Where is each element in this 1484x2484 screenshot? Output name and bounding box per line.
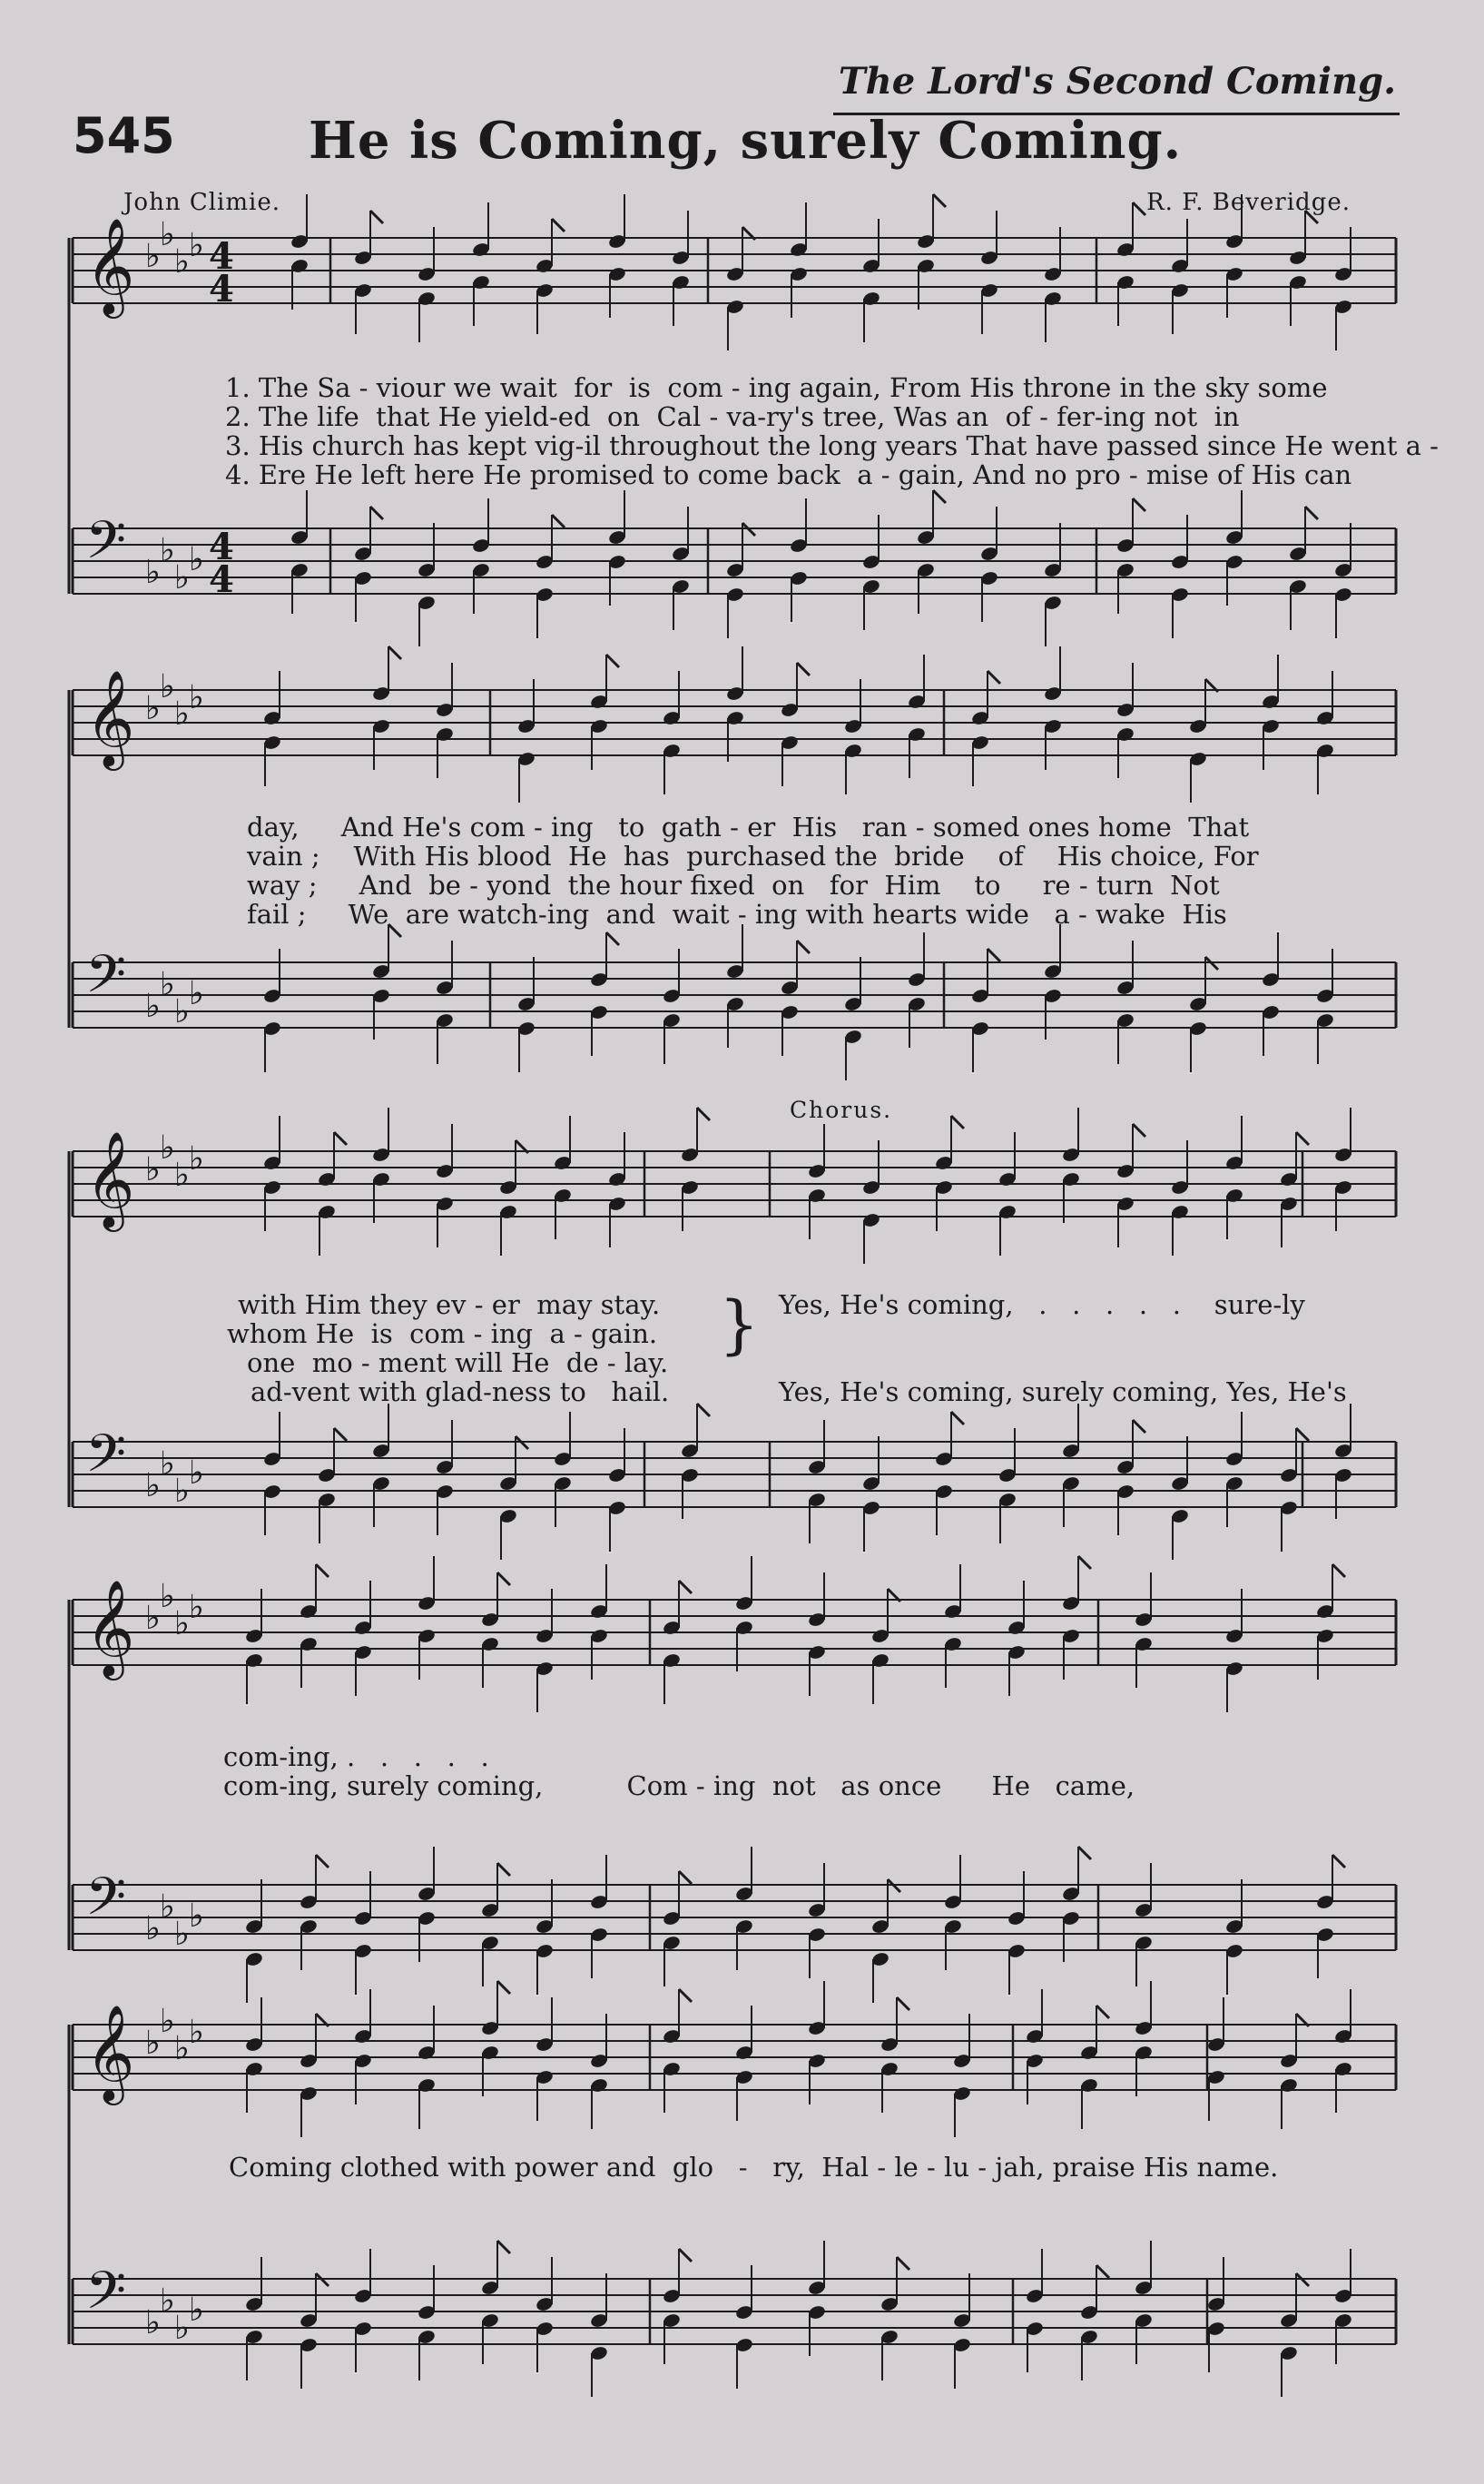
- verse-line-3: 3. His church has kept vig-il throughout the long years That have passed since He went a -: [225, 430, 1439, 461]
- bass-clef: 𝄢: [85, 943, 127, 1018]
- note-flag: [497, 1981, 510, 1994]
- flat-sign: ♭: [160, 1888, 175, 1926]
- flat-sign: ♭: [174, 2310, 190, 2347]
- chorus-line-a: Yes, He's coming, . . . . . sure-ly: [779, 1289, 1305, 1320]
- flat-sign: ♭: [174, 1916, 190, 1953]
- time-signature: 4: [209, 558, 234, 601]
- note-flag: [316, 1564, 329, 1577]
- flat-sign: ♭: [174, 559, 190, 596]
- note-flag: [606, 655, 619, 667]
- note-flag: [552, 515, 565, 527]
- note-flag: [897, 1997, 909, 2010]
- flat-sign: ♭: [160, 216, 175, 253]
- note-flag: [370, 211, 383, 223]
- note-flag: [1133, 1124, 1145, 1137]
- flat-sign: ♭: [145, 690, 161, 727]
- flat-sign: ♭: [174, 2030, 190, 2067]
- note-flag: [1096, 2265, 1109, 2278]
- note-flag: [697, 1404, 710, 1416]
- flat-sign: ♭: [145, 1910, 161, 1947]
- verse-ending-4: ad-vent with glad-ness to hail.: [251, 1376, 670, 1407]
- treble-clef: 𝄞: [85, 2004, 135, 2101]
- chorus-line-e: Coming clothed with power and glo - ry, Hal - le - lu - jah, praise His name.: [229, 2152, 1279, 2183]
- flat-sign: ♭: [145, 1467, 161, 1504]
- note-flag: [1133, 498, 1145, 511]
- note-flag: [933, 194, 946, 207]
- flat-sign: ♭: [145, 988, 161, 1025]
- flat-sign: ♭: [189, 1140, 204, 1178]
- bass-clef: 𝄢: [85, 2260, 127, 2334]
- flat-sign: ♭: [174, 993, 190, 1030]
- verse-line-2: 2. The life that He yield-ed on Cal - va-ry's tree, Was an of - fer-ing not in: [225, 401, 1240, 432]
- note-flag: [797, 663, 810, 675]
- note-flag: [1332, 1564, 1345, 1577]
- flat-sign: ♭: [145, 238, 161, 275]
- note-flag: [988, 949, 1000, 961]
- note-flag: [552, 219, 565, 232]
- treble-clef: 𝄞: [85, 1130, 135, 1227]
- chorus-line-b: Yes, He's coming, surely coming, Yes, He's: [779, 1376, 1347, 1407]
- flat-sign: ♭: [145, 1600, 161, 1637]
- flat-sign: ♭: [160, 1129, 175, 1167]
- note-flag: [334, 1132, 347, 1145]
- verse-line-1: 1. The Sa - viour we wait for is com - ing again, From His throne in the sky some: [225, 372, 1328, 403]
- composer: R. F. Beveridge.: [1146, 189, 1351, 216]
- time-signature: 4: [209, 268, 234, 310]
- flat-sign: ♭: [189, 1589, 204, 1626]
- time-signature: 4: [209, 235, 234, 278]
- note-flag: [1305, 211, 1318, 223]
- note-flag: [897, 2257, 909, 2270]
- flat-sign: ♭: [189, 541, 204, 578]
- bass-clef: 𝄢: [85, 1423, 127, 1497]
- flat-sign: ♭: [189, 2014, 204, 2051]
- verse-ending-3: one mo - ment will He de - lay.: [247, 1347, 669, 1378]
- treble-clef: 𝄞: [85, 669, 135, 766]
- hymn-number: 545: [73, 107, 175, 164]
- chorus-label: Chorus.: [790, 1097, 893, 1123]
- note-flag: [951, 1116, 964, 1129]
- note-flag: [697, 1108, 710, 1120]
- time-signature: 4: [209, 526, 234, 568]
- treble-clef: 𝄞: [85, 1579, 135, 1676]
- note-flag: [679, 1581, 692, 1593]
- note-flag: [1133, 202, 1145, 215]
- flat-sign: ♭: [174, 1157, 190, 1194]
- flat-sign: ♭: [145, 554, 161, 591]
- flat-sign: ♭: [160, 2282, 175, 2320]
- note-flag: [497, 1863, 510, 1876]
- note-flag: [1133, 1420, 1145, 1433]
- note-flag: [1305, 507, 1318, 519]
- verse-line-3b: way ; And be - yond the hour fixed on for Him to re - turn Not: [247, 870, 1220, 901]
- note-flag: [1296, 1132, 1309, 1145]
- hymn-title: He is Coming, surely Coming.: [309, 111, 1183, 171]
- note-flag: [1332, 1855, 1345, 1868]
- note-flag: [334, 1428, 347, 1441]
- verse-line-2b: vain ; With His blood He has purchased the bride of His choice, For: [247, 841, 1259, 872]
- author: John Climie.: [123, 189, 280, 216]
- note-flag: [797, 941, 810, 953]
- flat-sign: ♭: [160, 2003, 175, 2040]
- note-flag: [1096, 2006, 1109, 2018]
- flat-sign: ♭: [145, 1151, 161, 1188]
- note-flag: [1296, 1428, 1309, 1441]
- chorus-line-c: com-ing, . . . . .: [223, 1741, 489, 1772]
- note-flag: [679, 2249, 692, 2262]
- flat-sign: ♭: [189, 975, 204, 1012]
- verse-ending-1: with Him they ev - er may stay.: [238, 1289, 661, 1320]
- note-flag: [497, 2241, 510, 2253]
- flat-sign: ♭: [160, 532, 175, 569]
- flat-sign: ♭: [160, 1578, 175, 1615]
- verse-line-4: 4. Ere He left here He promised to come back a - gain, And no pro - mise of His can: [225, 459, 1352, 490]
- section-heading: The Lord's Second Coming.: [838, 60, 1396, 103]
- note-flag: [497, 1572, 510, 1585]
- flat-sign: ♭: [189, 227, 204, 264]
- note-flag: [316, 1855, 329, 1868]
- flat-sign: ♭: [160, 1445, 175, 1483]
- flat-sign: ♭: [174, 695, 190, 733]
- note-flag: [933, 490, 946, 503]
- verse-line-4b: fail ; We are watch-ing and wait - ing with hearts wide a - wake His: [247, 899, 1227, 930]
- note-flag: [951, 1412, 964, 1424]
- flat-sign: ♭: [189, 1898, 204, 1935]
- flat-sign: ♭: [189, 2292, 204, 2329]
- flat-sign: ♭: [160, 668, 175, 705]
- verse-ending-2: whom He is com - ing a - gain.: [227, 1318, 658, 1349]
- verse-brace: }: [719, 1287, 760, 1362]
- flat-sign: ♭: [145, 2304, 161, 2341]
- flat-sign: ♭: [145, 2025, 161, 2062]
- note-flag: [988, 671, 1000, 684]
- note-flag: [679, 1989, 692, 2002]
- chorus-line-d: com-ing, surely coming, Com - ing not as once He came,: [223, 1770, 1135, 1801]
- flat-sign: ♭: [174, 1605, 190, 1642]
- note-flag: [370, 507, 383, 519]
- note-flag: [679, 1871, 692, 1884]
- note-flag: [1078, 1847, 1091, 1859]
- verse-line-1b: day, And He's com - ing to gath - er His ran - somed ones home That: [247, 812, 1250, 843]
- note-flag: [606, 932, 619, 945]
- flat-sign: ♭: [174, 243, 190, 281]
- note-flag: [388, 646, 401, 659]
- treble-clef: 𝄞: [85, 217, 135, 314]
- flat-sign: ♭: [189, 1454, 204, 1492]
- bass-clef: 𝄢: [85, 509, 127, 584]
- flat-sign: ♭: [189, 679, 204, 716]
- bass-clef: 𝄢: [85, 1866, 127, 1940]
- flat-sign: ♭: [174, 1473, 190, 1510]
- note-flag: [1078, 1556, 1091, 1569]
- flat-sign: ♭: [160, 966, 175, 1003]
